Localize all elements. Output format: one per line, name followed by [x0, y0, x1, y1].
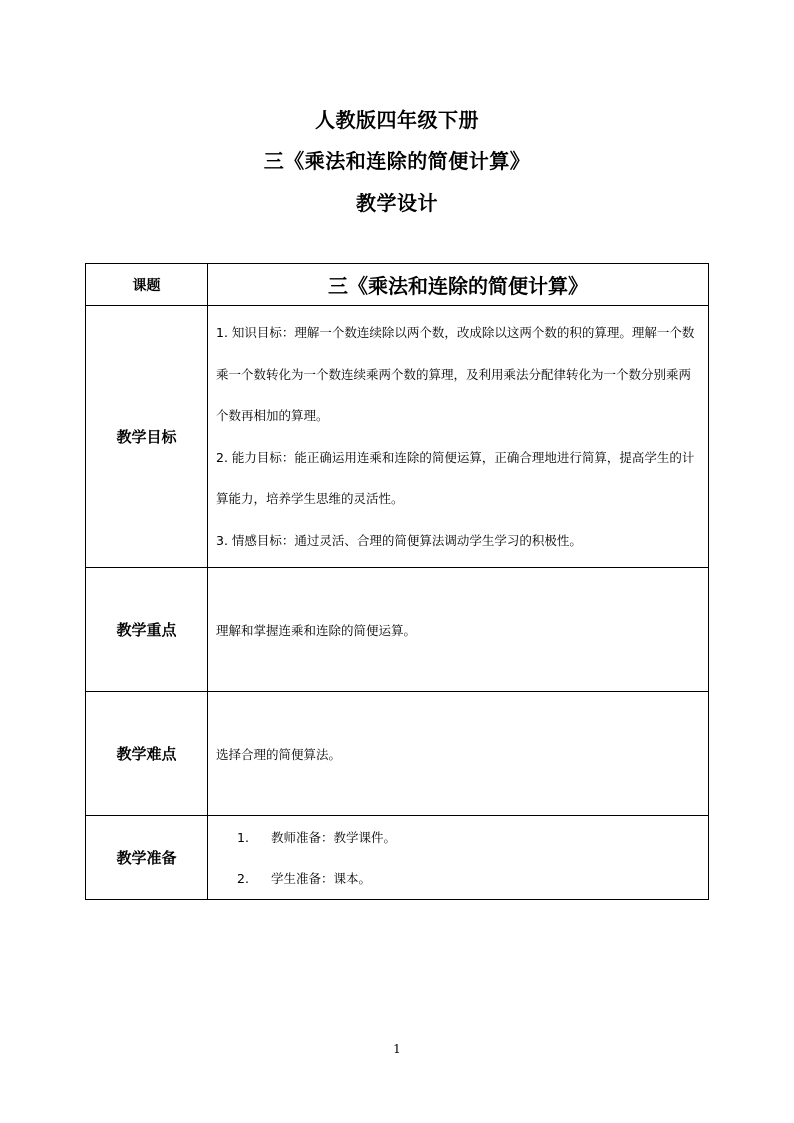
preparation-label: 教学准备 — [86, 816, 208, 900]
title-text: 人教版四年级下册 — [315, 108, 479, 132]
preparation-list — [208, 817, 708, 899]
document-title-line-3 — [0, 190, 794, 216]
list-item-text: 教师准备：教学课件。 — [271, 829, 397, 845]
title-text: 教学设计 — [356, 191, 438, 215]
goal-item-knowledge: 1. 知识目标：理解一个数连续除以两个数，改成除以这两个数的积的算理。理解一个数乘一个数转化为一个数连续乘两个数的算理，及利用乘法分配律转化为一个数分别乘两个数再相加的算理。 — [216, 325, 695, 423]
key-points-value: 理解和掌握连乘和连除的简便运算。 — [208, 568, 709, 692]
table-row-key-points — [86, 568, 709, 692]
lesson-plan-table — [85, 263, 709, 900]
list-item — [208, 858, 708, 899]
goal-item-emotion: 3. 情感目标：通过灵活、合理的简便算法调动学生学习的积极性。 — [216, 532, 582, 548]
document-title-line-1 — [0, 107, 794, 133]
table-row-difficulties — [86, 692, 709, 816]
difficulties-label: 教学难点 — [86, 692, 208, 816]
goals-content — [208, 306, 709, 568]
topic-label: 课题 — [86, 264, 208, 306]
table-row-preparation — [86, 816, 709, 900]
table-row-goals — [86, 306, 709, 568]
goals-label: 教学目标 — [86, 306, 208, 568]
list-item-number: 2. — [237, 870, 249, 886]
preparation-content — [208, 816, 709, 900]
document-title-line-2 — [0, 148, 794, 174]
list-item-text: 学生准备：课本。 — [271, 870, 372, 886]
topic-value: 三《乘法和连除的简便计算》 — [208, 264, 709, 306]
page-number: 1 — [393, 1042, 401, 1056]
title-text: 三《乘法和连除的简便计算》 — [263, 149, 531, 173]
list-item — [208, 817, 708, 858]
key-points-label: 教学重点 — [86, 568, 208, 692]
list-item-number: 1. — [237, 829, 249, 845]
table-row-topic — [86, 264, 709, 306]
difficulties-value: 选择合理的简便算法。 — [208, 692, 709, 816]
goal-item-ability: 2. 能力目标：能正确运用连乘和连除的简便运算，正确合理地进行简算，提高学生的计算能力，培养学生思维的灵活性。 — [216, 449, 695, 506]
